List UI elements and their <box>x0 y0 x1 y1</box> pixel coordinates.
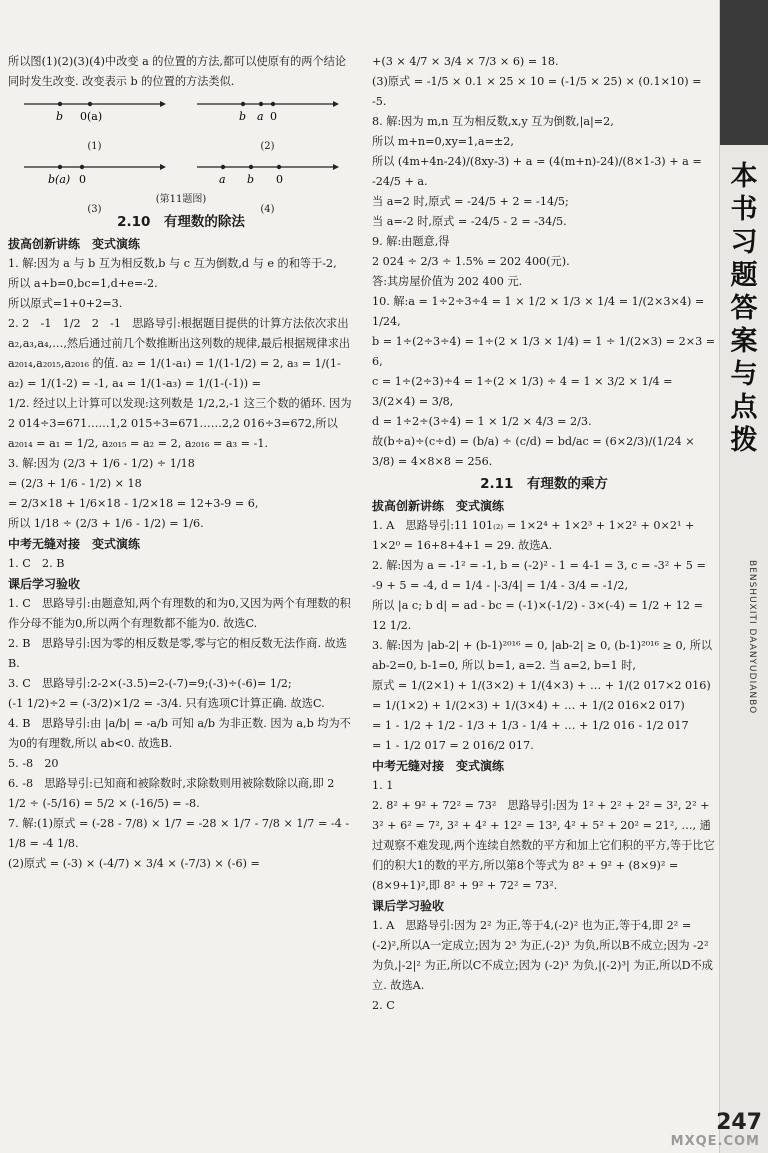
answer-line: 所以 |a c; b d| = ad - bc = (-1)×(-1/2) - 3×(-4) = 1/2 + 12 = 12 1/2. <box>372 599 703 632</box>
section-title-2-10: 2.10 有理数的除法 <box>117 214 245 230</box>
number-line-3 <box>15 157 175 220</box>
spine-dark-band <box>720 0 768 145</box>
answer-line: 3. 解:因为 |ab-2| + (b-1)²⁰¹⁶ = 0, |ab-2| ≥ 0, (b-1)²⁰¹⁶ ≥ 0, 所以 ab-2=0, b-1=0, 所以 b=1, a=2. 当 a=2, b=1 时, <box>372 639 713 672</box>
watermark-logo: MXQE.COM <box>670 1134 760 1149</box>
subheading-practice: 拔高创新讲练 变式演练 <box>8 237 141 251</box>
nl3-label-0: 0 <box>78 173 86 186</box>
answer-line: 1. 1 <box>372 779 394 792</box>
answer-line: 答:其房屋价值为 202 400 元. <box>372 275 523 288</box>
nl1-caption: (1) <box>87 141 102 152</box>
answer-line: = 1 - 1/2 017 = 2 016/2 017. <box>372 739 534 752</box>
answer-line: 6. -8 思路导引:已知商和被除数时,求除数则用被除数除以商,即 2 1/2 ÷ (-5/16) = 5/2 × (-16/5) = -8. <box>8 777 335 810</box>
number-line-2 <box>188 94 348 157</box>
answer-line: c = 1÷(2÷3)÷4 = 1÷(2 × 1/3) ÷ 4 = 1 × 3/2 × 1/4 = 3/(2×4) = 3/8, <box>372 375 673 408</box>
answer-line: 8. 解:因为 m,n 互为相反数,x,y 互为倒数,|a|=2, <box>372 115 614 128</box>
subheading-exam-2: 中考无缝对接 变式演练 <box>372 759 505 773</box>
number-line-3-svg <box>20 157 170 193</box>
figure-caption: (第11题图) <box>155 194 207 205</box>
answer-line: 所以原式=1+0+2=3. <box>8 297 123 310</box>
right-answers-1 <box>372 52 716 472</box>
answer-line: 2 024 ÷ 2/3 ÷ 1.5% = 202 400(元). <box>372 255 570 268</box>
answer-line: 所以 1/18 ÷ (2/3 + 1/6 - 1/2) = 1/6. <box>8 517 204 530</box>
spine-pinyin: BENSHUXITI DAANYUDIANBO <box>747 560 757 715</box>
nl1-label-b: b <box>55 110 63 123</box>
nl3-label-ba: b(a) <box>47 173 70 186</box>
answer-line: 1/2. 经过以上计算可以发现:这列数是 1/2,2,-1 这三个数的循环. 因为 2 014÷3=671……1,2 015÷3=671……2,2 016÷3=672,所以 a₂₀₁₄ = a₁ = 1/2, a₂₀₁₅ = a₂ = 2, a₂₀₁₆ = a₃ = -1. <box>8 397 352 450</box>
answer-line: 9. 解:由题意,得 <box>372 235 450 248</box>
number-line-2-svg <box>193 94 343 130</box>
subheading-review: 课后学习验收 <box>8 577 81 591</box>
answer-line: 1. A 思路导引:因为 2² 为正,等于4,(-2)² 也为正,等于4,即 2² = (-2)²,所以A一定成立;因为 2³ 为正,(-2)³ 为负,所以B不成立;因为 -2² 为负,|-2|² 为正,所以C不成立;因为 (-2)³ 为负,|(-2)³| 为正,所以D不成立. 故选A. <box>372 919 713 992</box>
answer-line: 故(b÷a)÷(c÷d) = (b/a) ÷ (c/d) = bd/ac = (6×2/3)/(1/24 × 3/8) = 4×8×8 = 256. <box>372 435 695 468</box>
nl4-label-b: b <box>246 173 254 186</box>
answer-line: 当 a=2 时,原式 = -24/5 + 2 = -14/5; <box>372 195 569 208</box>
answer-line: 5. -8 20 <box>8 757 59 770</box>
right-answers-3 <box>372 776 716 896</box>
answer-line: 1. C 思路导引:由题意知,两个有理数的和为0,又因为两个有理数的积作分母不能为0,所以两个有理数都不能为0. 故选C. <box>8 597 351 630</box>
right-answers-2 <box>372 516 716 756</box>
book-spine <box>719 0 768 1153</box>
nl4-caption: (4) <box>260 204 275 215</box>
answer-line: 3. 解:因为 (2/3 + 1/6 - 1/2) ÷ 1/18 <box>8 457 195 470</box>
nl2-label-0: 0 <box>269 110 277 123</box>
nl2-label-b: b <box>238 110 246 123</box>
answer-line: (3)原式 = -1/5 × 0.1 × 25 × 10 = (-1/5 × 25) × (0.1×10) = -5. <box>372 75 702 108</box>
answer-line: 2. 2 -1 1/2 2 -1 思路导引:根据题目提供的计算方法依次求出 a₂,a₃,a₄,…,然后通过前几个数推断出这列数的规律,最后根据规律求出 a₂₀₁₄,a₂₀₁₅,a₂₀₁₆ 的值. a₂ = 1/(1-a₁) = 1/(1-1/2) = 2, a₃ = 1/(1-a₂) = 1/(1-2) = -1, a₄ = 1/(1-a₃) = 1/(1-(-1)) = <box>8 317 351 390</box>
answer-line: 10. 解:a = 1÷2÷3÷4 = 1 × 1/2 × 1/3 × 1/4 = 1/(2×3×4) = 1/24, <box>372 295 705 328</box>
answer-line: = 2/3×18 + 1/6×18 - 1/2×18 = 12+3-9 = 6, <box>8 497 259 510</box>
answer-line: 4. B 思路导引:由 |a/b| = -a/b 可知 a/b 为非正数. 因为 a,b 均为不为0的有理数,所以 ab<0. 故选B. <box>8 717 351 750</box>
nl4-label-a: a <box>218 173 226 186</box>
number-line-4-svg <box>193 157 343 193</box>
number-line-1-svg <box>20 94 170 130</box>
page-number: 247 <box>716 1110 762 1135</box>
answer-line: 所以 a+b=0,bc=1,d+e=-2. <box>8 277 158 290</box>
answer-line: (-1 1/2)÷2 = (-3/2)×1/2 = -3/4. 只有选项C计算正确. 故选C. <box>8 697 325 710</box>
answer-line: 原式 = 1/(2×1) + 1/(3×2) + 1/(4×3) + … + 1/(2 017×2 016) <box>372 679 711 692</box>
subheading-exam: 中考无缝对接 变式演练 <box>8 537 141 551</box>
spine-title: 本书习题答案与点拨 <box>730 161 758 456</box>
answer-line: 所以 (4m+4n-24)/(8xy-3) + a = (4(m+n)-24)/(8×1-3) + a = -24/5 + a. <box>372 155 702 188</box>
answer-line: d = 1÷2÷(3÷4) = 1 × 1/2 × 4/3 = 2/3. <box>372 415 592 428</box>
nl2-label-a: a <box>256 110 264 123</box>
subheading-review-2: 课后学习验收 <box>372 899 445 913</box>
nl2-caption: (2) <box>260 141 275 152</box>
answer-line: 1. 解:因为 a 与 b 互为相反数,b 与 c 互为倒数,d 与 e 的和等于-2, <box>8 257 337 270</box>
answer-line: +(3 × 4/7 × 3/4 × 7/3 × 6) = 18. <box>372 55 559 68</box>
answer-line: 1. C 2. B <box>8 557 65 570</box>
answer-line: (2)原式 = (-3) × (-4/7) × 3/4 × (-7/3) × (-6) = <box>8 857 260 870</box>
answer-line: 2. 8² + 9² + 72² = 73² 思路导引:因为 1² + 2² + 2² = 3², 2² + 3² + 6² = 7², 3² + 4² + 12² = 13², 4² + 5² + 20² = 21², …, 通过观察不难发现,两个连续自然数的平方和加上它们积的平方,等于比它们的积大1的数的平方,所以第8个等式为 8² + 9² + (8×9)² = (8×9+1)²,即 8² + 9² + 72² = 73². <box>372 799 715 892</box>
section-title-2-11: 2.11 有理数的乘方 <box>480 476 608 492</box>
left-column <box>8 52 354 874</box>
left-answers-1 <box>8 254 354 534</box>
intro-text: 所以图(1)(2)(3)(4)中改变 a 的位置的方法,都可以使原有的两个结论同时发生改变. 改变表示 b 的位置的方法类似. <box>8 55 347 88</box>
right-column <box>372 52 716 1016</box>
answer-line: 3. C 思路导引:2-2×(-3.5)=2-(-7)=9;(-3)÷(-6)= 1/2; <box>8 677 292 690</box>
answer-line: 1. A 思路导引:11 101₍₂₎ = 1×2⁴ + 1×2³ + 1×2² + 0×2¹ + 1×2⁰ = 16+8+4+1 = 29. 故选A. <box>372 519 695 552</box>
answer-line: b = 1÷(2÷3÷4) = 1÷(2 × 1/3 × 1/4) = 1 ÷ 1/(2×3) = 2×3 = 6, <box>372 335 716 368</box>
answer-line: = 1 - 1/2 + 1/2 - 1/3 + 1/3 - 1/4 + … + 1/2 016 - 1/2 017 <box>372 719 689 732</box>
answer-line: 2. B 思路导引:因为零的相反数是零,零与它的相反数无法作商. 故选B. <box>8 637 347 670</box>
nl4-label-0: 0 <box>275 173 283 186</box>
answer-line: 2. 解:因为 a = -1² = -1, b = (-2)² - 1 = 4-1 = 3, c = -3² + 5 = -9 + 5 = -4, d = 1/4 - |-3/4| = 1/4 - 3/4 = -1/2, <box>372 559 706 592</box>
answer-line: 所以 m+n=0,xy=1,a=±2, <box>372 135 514 148</box>
number-line-1 <box>15 94 175 157</box>
answer-line: 当 a=-2 时,原式 = -24/5 - 2 = -34/5. <box>372 215 567 228</box>
subheading-practice-2: 拔高创新讲练 变式演练 <box>372 499 505 513</box>
answer-line: = 1/(1×2) + 1/(2×3) + 1/(3×4) + … + 1/(2 016×2 017) <box>372 699 685 712</box>
answer-line: 7. 解:(1)原式 = (-28 - 7/8) × 1/7 = -28 × 1/7 - 7/8 × 1/7 = -4 - 1/8 = -4 1/8. <box>8 817 350 850</box>
answer-line: = (2/3 + 1/6 - 1/2) × 18 <box>8 477 142 490</box>
nl1-label-0a: 0(a) <box>79 110 102 123</box>
left-answers-2 <box>8 554 354 574</box>
right-answers-4 <box>372 916 716 1016</box>
number-line-4 <box>188 157 348 220</box>
answer-line: 2. C <box>372 999 395 1012</box>
left-answers-3 <box>8 594 354 874</box>
nl3-caption: (3) <box>87 204 102 215</box>
